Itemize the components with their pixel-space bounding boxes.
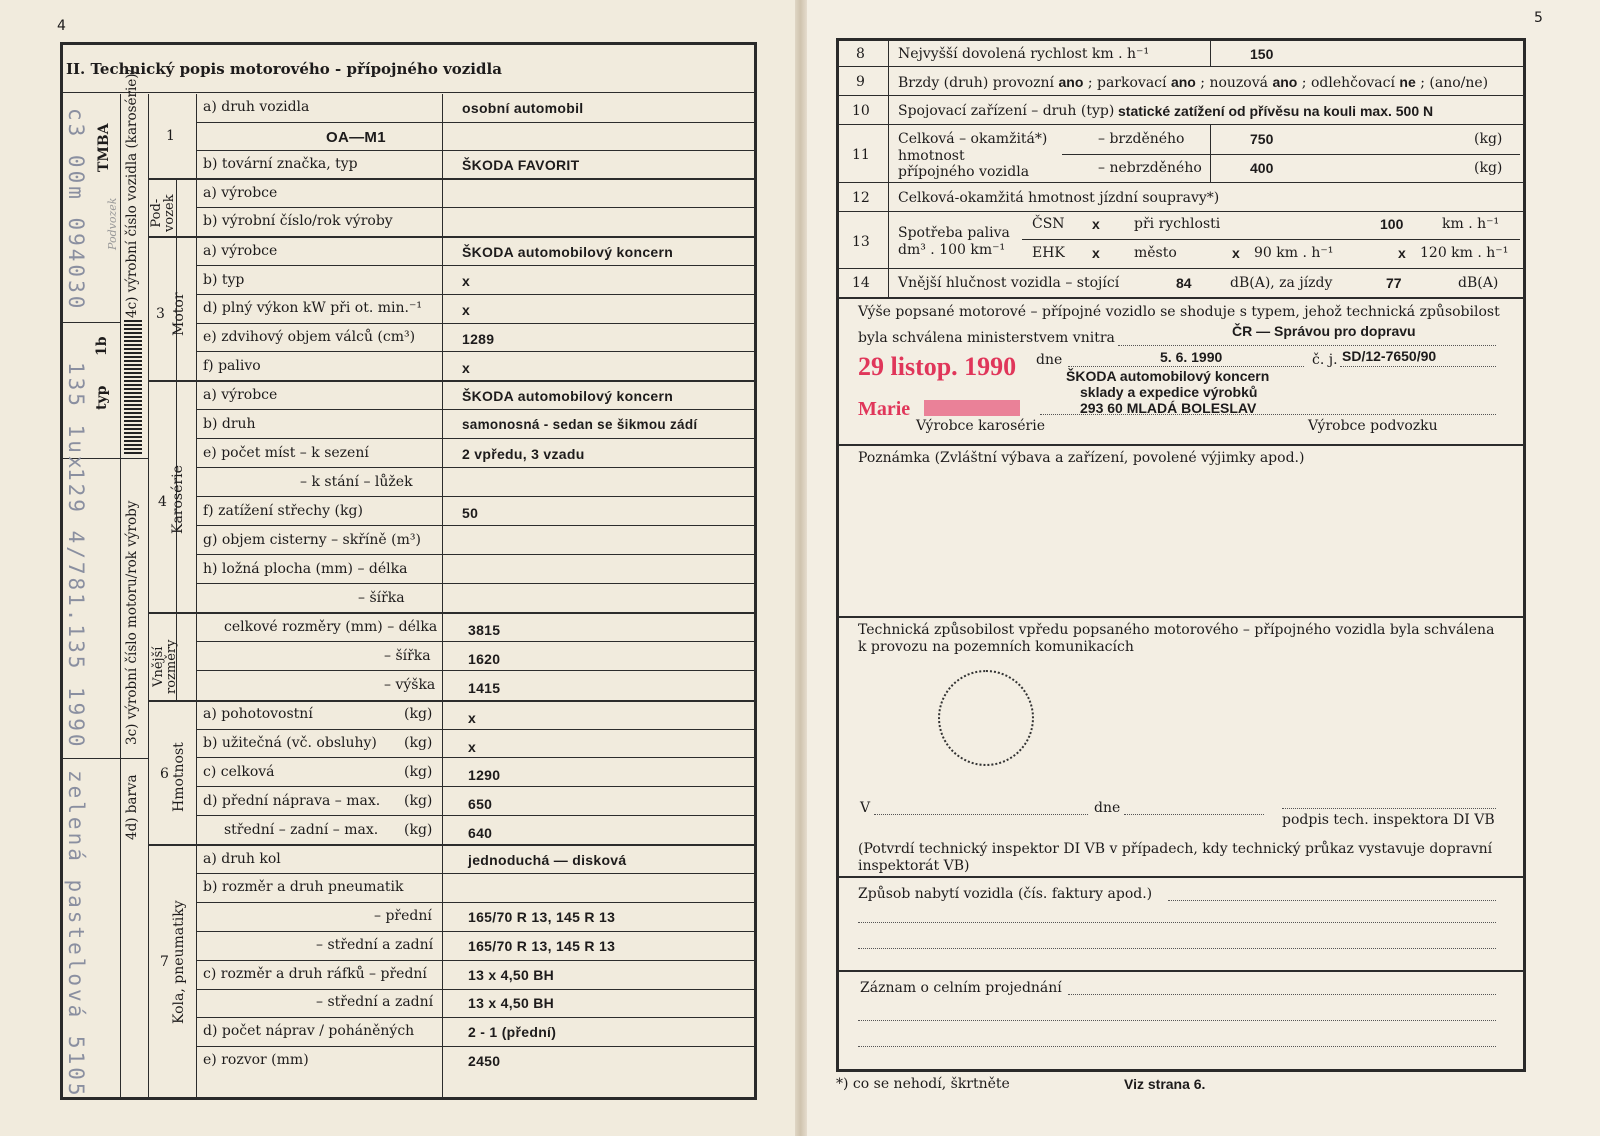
row-6a-label: a) pohotovostní [203, 706, 313, 722]
row-5b-label: – šířka [384, 648, 431, 664]
page-number-left: 4 [57, 18, 66, 34]
row-5a-value: 3815 [468, 622, 501, 638]
row-6d-label: d) přední náprava – max. [203, 793, 381, 809]
row-11-label-1: Celková – okamžitá*) [898, 131, 1048, 147]
customs-label: Záznam o celním projednání [860, 980, 1062, 996]
label-engine-number: 3c) výrobní číslo motoru/rok výroby [124, 500, 140, 745]
row-4g-label: g) objem cisterny – skříně (m³) [203, 532, 421, 548]
row-13-speed-value: 100 [1380, 216, 1404, 232]
r-row-line [838, 124, 1524, 125]
row-line [196, 583, 755, 584]
r-row-line [838, 211, 1524, 212]
row-9-text-4: ; odlehčovací [1301, 75, 1395, 91]
row-line [196, 786, 755, 787]
row-line [196, 496, 755, 497]
r-row-line [838, 444, 1524, 446]
sep-s3 [148, 236, 755, 238]
see-page-note: Viz strana 6. [1124, 1076, 1206, 1092]
row-6c-label: c) celková [203, 764, 275, 780]
row-11-braked-label: – brzděného [1098, 131, 1185, 147]
body-maker-label: Výrobce karosérie [916, 418, 1045, 434]
row-11-braked-value: 750 [1250, 131, 1274, 147]
section-6-label: Hmotnost [171, 742, 187, 812]
confirm-text-1: (Potvrdí technický inspektor DI VB v případech, kdy technický průkaz vystavuje dopravní [858, 841, 1493, 857]
red-date-stamp: 29 listop. 1990 [858, 352, 1017, 381]
row-13-120-x: x [1398, 245, 1406, 261]
dotline [858, 922, 1496, 923]
dotline [1282, 808, 1496, 809]
row-3b-label: b) typ [203, 272, 245, 288]
dotline [858, 1046, 1496, 1047]
section-1-number: 1 [166, 128, 175, 144]
red-signature-stamp: Marie [858, 398, 911, 420]
tech-approval-2: k provozu na pozemních komunikacích [858, 639, 1134, 655]
row-3b-value: x [462, 273, 471, 289]
type-label: typ [94, 385, 110, 410]
row-11-braked-unit: (kg) [1474, 131, 1503, 147]
approval-text-1: Výše popsané motorové – přípojné vozidlo se shoduje s typem, jehož technická způsobilost [858, 304, 1500, 320]
tmba-label: TMBA [96, 123, 112, 172]
row-10-label: Spojovací zařízení – druh (typ) [898, 103, 1115, 119]
row-13-speed-label: při rychlosti [1134, 216, 1221, 232]
row-4f-label: f) zatížení střechy (kg) [203, 503, 363, 519]
chassis-maker-label: Výrobce podvozku [1308, 418, 1438, 434]
row-line [196, 931, 755, 932]
row-7c1-value: 13 x 4,50 BH [468, 967, 555, 983]
row-line [196, 438, 755, 439]
row-9-text-3: ; nouzová [1200, 75, 1268, 91]
r-row-line [838, 66, 1524, 67]
note-label: Poznámka (Zvláštní výbava a zařízení, povolené výjimky apod.) [858, 450, 1305, 466]
row-line [196, 294, 755, 295]
page-number-right: 5 [1534, 10, 1543, 26]
label-color: 4d) barva [124, 774, 140, 840]
row-line [196, 409, 755, 410]
row-line [196, 323, 755, 324]
r-row-line [838, 297, 1524, 299]
row-11-number: 11 [852, 147, 870, 163]
row-10-number: 10 [852, 103, 870, 119]
dotline [1068, 366, 1304, 367]
row-6e-value: 640 [468, 825, 493, 841]
strip-split-4 [120, 458, 148, 459]
value-divider [442, 94, 443, 1098]
row-1b-label: b) tovární značka, typ [203, 156, 358, 172]
dotline [1040, 414, 1496, 415]
row-9-number: 9 [856, 74, 865, 90]
row-13-ehk-x: x [1092, 245, 1100, 261]
row-3d-value: x [462, 302, 471, 318]
book-gutter [795, 0, 807, 1136]
r-row-line [838, 876, 1524, 878]
row-9-value-1: ano [1058, 74, 1084, 90]
dotline [1340, 366, 1496, 367]
approval-date: 5. 6. 1990 [1160, 349, 1223, 365]
row-line [196, 150, 755, 151]
row-3a-label: a) výrobce [203, 243, 278, 259]
row-5c-label: – výška [384, 677, 436, 693]
row-line [196, 554, 755, 555]
dotline [1068, 994, 1496, 995]
place-label: V [860, 800, 871, 816]
acquisition-label: Způsob nabytí vozidla (čís. faktury apod.) [858, 886, 1153, 902]
r-11-divider [1210, 124, 1211, 182]
row-14-label: Vnější hlučnost vozidla – stojící [898, 275, 1120, 291]
row-8-label: Nejvyšší dovolená rychlost km . h⁻¹ [898, 46, 1150, 62]
approval-reference: SD/12-7650/90 [1342, 348, 1437, 364]
row-7e-label: e) rozvor (mm) [203, 1052, 309, 1068]
row-line [196, 729, 755, 730]
strip-split-5 [120, 758, 148, 759]
stamp-circle [938, 670, 1034, 766]
vehicle-category: OA—M1 [326, 129, 386, 146]
r-row-11-split [1062, 154, 1520, 155]
row-13-120: 120 km . h⁻¹ [1420, 245, 1509, 261]
row-7d-value: 2 - 1 (přední) [468, 1024, 557, 1040]
row-9-value-2: ano [1170, 74, 1196, 90]
row-7b1-value: 165/70 R 13, 145 R 13 [468, 909, 616, 925]
row-9-text-2: ; parkovací [1087, 75, 1167, 91]
approval-authority: ČR — Správou pro dopravu [1232, 323, 1416, 339]
row-line [196, 1017, 755, 1018]
row-7b2-value: 165/70 R 13, 145 R 13 [468, 938, 616, 954]
vin-typed: c3 00m 094030 [64, 108, 88, 312]
row-line [196, 265, 755, 266]
row-13-90: 90 km . h⁻¹ [1254, 245, 1334, 261]
row-7a-label: a) druh kol [203, 851, 281, 867]
row-line [196, 641, 755, 642]
section-7-number: 7 [160, 954, 169, 970]
row-10-value: statické zatížení od přívěsu na kouli max. 500 N [1118, 103, 1434, 119]
sep-s6 [148, 700, 755, 702]
row-11-label-3: přípojného vozidla [898, 164, 1030, 180]
row-7d-label: d) počet náprav / poháněných [203, 1023, 415, 1039]
row-13-city-x: x [1232, 245, 1240, 261]
strip-split-3 [62, 758, 120, 759]
label-divider [196, 94, 197, 1098]
row-3e-label: e) zdvihový objem válců (cm³) [203, 329, 416, 345]
row-14-number: 14 [852, 275, 870, 291]
maker-stamp-1: ŠKODA automobilový koncern [1066, 368, 1270, 384]
row-4a-value: ŠKODA automobilový koncern [462, 388, 674, 404]
row-line [196, 122, 755, 123]
color-typed: zelená pastelová 5105 [64, 770, 88, 1099]
row-4h-label: h) ložná plocha (mm) – délka [203, 561, 408, 577]
row-7a-value: jednoduchá — disková [468, 852, 627, 868]
tech-approval-1: Technická způsobilost vpředu popsaného motorového – přípojného vozidla byla schválena [858, 622, 1495, 638]
section-5-label: Vnější rozměry [151, 639, 179, 694]
row-4b-label: b) druh [203, 416, 256, 432]
row-line [196, 207, 755, 208]
row-9-brakes [898, 74, 1488, 91]
row-5c-value: 1415 [468, 680, 501, 696]
row-line [196, 960, 755, 961]
row-9-value-3: ano [1272, 74, 1298, 90]
row-3f-label: f) palivo [203, 358, 261, 374]
row-13-label-2: dm³ . 100 km⁻¹ [898, 242, 1006, 258]
row-7c1-label: c) rozměr a druh ráfků – přední [203, 966, 427, 982]
r-row-line [838, 268, 1524, 269]
r-row-13-split [1022, 239, 1520, 240]
row-6c-unit: (kg) [404, 764, 433, 780]
row-3a-value: ŠKODA automobilový koncern [462, 244, 674, 260]
row-13-label-1: Spotřeba paliva [898, 225, 1010, 241]
row-9-text-5: ; (ano/ne) [1420, 75, 1489, 91]
row-6b-value: x [468, 739, 477, 755]
row-9-value-4: ne [1399, 74, 1416, 90]
row-14-unit-2: dB(A) [1458, 275, 1499, 291]
row-14-unit-1: dB(A), za jízdy [1230, 275, 1333, 291]
section-6-number: 6 [160, 766, 169, 782]
row-13-csn: ČSN [1032, 216, 1065, 232]
inspector-signature-label: podpis tech. inspektora DI VB [1282, 812, 1495, 828]
row-11-unbraked-value: 400 [1250, 160, 1274, 176]
row-11-unbraked-unit: (kg) [1474, 160, 1503, 176]
row-3d-label: d) plný výkon kW při ot. min.⁻¹ [203, 300, 422, 316]
confirm-text-2: inspektorát VB) [858, 858, 970, 874]
section-3-label: Motor [171, 292, 187, 336]
r-row-line [838, 970, 1524, 972]
r-row-line [838, 616, 1524, 618]
row-5b-value: 1620 [468, 651, 501, 667]
row-6a-value: x [468, 710, 477, 726]
row-3f-value: x [462, 360, 471, 376]
row-line [196, 815, 755, 816]
row-13-city: město [1134, 245, 1177, 261]
date-label-2: dne [1094, 800, 1121, 816]
section-2-label: Pod- vozek [149, 194, 177, 232]
section-4-label: Karosérie [170, 465, 186, 534]
row-7b1-label: – přední [374, 908, 432, 924]
dotline [1124, 814, 1264, 815]
row-line [196, 670, 755, 671]
row-line [196, 989, 755, 990]
row-line [196, 902, 755, 903]
row-6a-unit: (kg) [404, 706, 433, 722]
row-8-number: 8 [856, 46, 865, 62]
dotline [858, 1020, 1496, 1021]
row-5a-label: celkové rozměry (mm) – délka [224, 619, 438, 635]
row-6c-value: 1290 [468, 767, 501, 783]
row-line [196, 467, 755, 468]
row-13-csn-x: x [1092, 216, 1100, 232]
title-divider [62, 92, 755, 93]
row-3e-value: 1289 [462, 331, 495, 347]
row-6d-unit: (kg) [404, 793, 433, 809]
sep-s7 [148, 844, 755, 846]
row-7c2-label: – střední a zadní [316, 994, 434, 1010]
row-line [196, 873, 755, 874]
row-11-unbraked-label: – nebrzděného [1098, 160, 1202, 176]
row-4e2-label: – k stání – lůžek [300, 474, 413, 490]
section-3-number: 3 [156, 306, 165, 322]
row-4b-value: samonosná - sedan se šikmou zádí [462, 417, 698, 432]
strip-split-1 [62, 322, 120, 323]
approval-dne: dne [1036, 352, 1063, 368]
section-7-label: Kola, pneumatiky [171, 900, 187, 1024]
sep-s2 [148, 178, 755, 180]
engine-number-typed: 129 4/781.135 1990 [64, 468, 88, 750]
row-14-value-2: 77 [1386, 275, 1402, 291]
section-num-divider [176, 178, 177, 700]
row-11-label-2: hmotnost [898, 148, 965, 164]
redacted-name [924, 400, 1020, 416]
row-2b-label: b) výrobní číslo/rok výroby [203, 213, 393, 229]
row-7e-value: 2450 [468, 1053, 501, 1069]
section-title: II. Technický popis motorového - přípojného vozidla [66, 60, 502, 78]
row-12-number: 12 [852, 190, 870, 206]
row-6e-unit: (kg) [404, 822, 433, 838]
type-typed: 135 1ux [64, 362, 88, 472]
label-vin: 4c) výrobní číslo vozidla (karosérie)/ [124, 68, 140, 318]
r-num-divider [888, 40, 889, 297]
row-6e-label: střední – zadní – max. [224, 822, 379, 838]
row-1a-label: a) druh vozidla [203, 99, 310, 115]
row-line [196, 351, 755, 352]
row-4a-label: a) výrobce [203, 387, 278, 403]
row-2a-label: a) výrobce [203, 185, 278, 201]
row-13-number: 13 [852, 234, 870, 250]
strip-divider-2 [148, 94, 149, 1098]
row-line [196, 757, 755, 758]
maker-stamp-2: sklady a expedice výrobků [1080, 384, 1258, 400]
dotline [858, 948, 1496, 949]
row-1a-value: osobní automobil [462, 100, 584, 116]
row-8-value: 150 [1250, 46, 1274, 62]
row-6b-unit: (kg) [404, 735, 433, 751]
row-7b2-label: – střední a zadní [316, 937, 434, 953]
row-4e-label: e) počet míst – k sezení [203, 445, 369, 461]
section-4-number: 4 [158, 494, 167, 510]
row-line [196, 525, 755, 526]
row-12-label: Celková-okamžitá hmotnost jízdní soupravy*) [898, 190, 1220, 206]
dotline [1118, 345, 1496, 346]
r-row-line [838, 182, 1524, 183]
row-4f-value: 50 [462, 505, 479, 521]
row-6b-label: b) užitečná (vč. obsluhy) [203, 735, 377, 751]
row-7b-label: b) rozměr a druh pneumatik [203, 879, 404, 895]
row-13-speed-unit: km . h⁻¹ [1442, 216, 1500, 232]
row-7c2-value: 13 x 4,50 BH [468, 995, 555, 1011]
row-14-value-1: 84 [1176, 275, 1192, 291]
handwritten-note: Podvozek [106, 197, 119, 250]
dotline [1168, 900, 1496, 901]
row-line [196, 1046, 755, 1047]
row-1b-value: ŠKODA FAVORIT [462, 157, 580, 173]
type-code-label: 1b [94, 336, 110, 356]
strip-divider-1 [120, 94, 121, 1098]
row-4e-value: 2 vpředu, 3 vzadu [462, 446, 585, 462]
approval-cj: č. j. [1312, 352, 1338, 368]
r-8-divider [1210, 40, 1211, 66]
row-9-text-1: Brzdy (druh) provozní [898, 75, 1055, 91]
barcode-icon [124, 320, 142, 454]
r-row-line [838, 95, 1524, 96]
row-6d-value: 650 [468, 796, 493, 812]
maker-stamp-3: 293 60 MLADÁ BOLESLAV [1080, 400, 1257, 416]
approval-text-2: byla schválena ministerstvem vnitra [858, 330, 1115, 346]
dotline [874, 814, 1088, 815]
footnote: *) co se nehodí, škrtněte [836, 1076, 1010, 1092]
row-13-ehk: EHK [1032, 245, 1065, 261]
sep-s5 [148, 612, 755, 614]
sep-s4 [148, 380, 755, 382]
row-4h2-label: – šířka [358, 590, 405, 606]
